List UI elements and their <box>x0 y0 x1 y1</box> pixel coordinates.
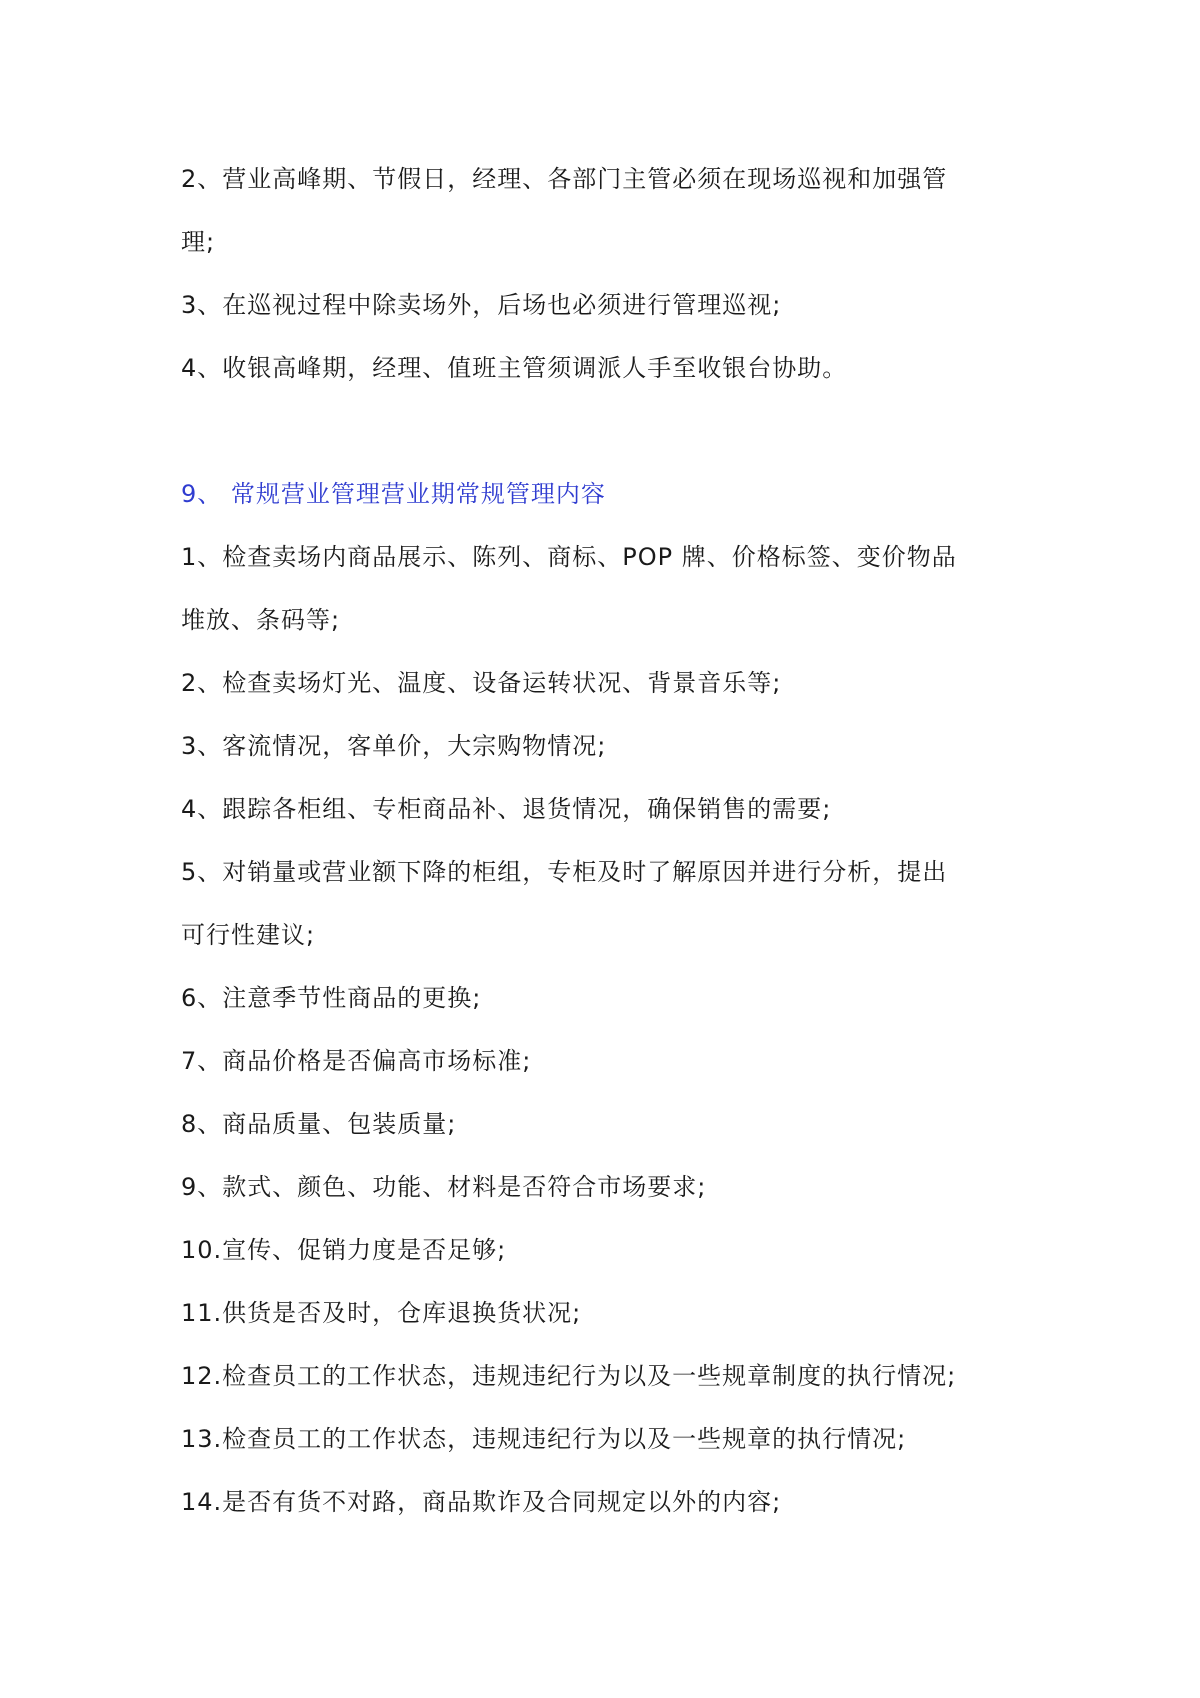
section-line: 2、检查卖场灯光、温度、设备运转状况、背景音乐等; <box>181 669 782 697</box>
section-line: 14.是否有货不对路，商品欺诈及合同规定以外的内容; <box>181 1488 782 1516</box>
section-line: 11.供货是否及时，仓库退换货状况; <box>181 1299 582 1327</box>
section-heading: 9、 常规营业管理营业期常规管理内容 <box>181 480 606 508</box>
paragraph-gap <box>181 407 1031 470</box>
section-line: 堆放、条码等; <box>181 606 341 634</box>
section-line: 10.宣传、促销力度是否足够; <box>181 1236 507 1264</box>
intro-line: 理; <box>181 228 216 256</box>
section-line: 13.检查员工的工作状态，违规违纪行为以及一些规章的执行情况; <box>181 1425 907 1453</box>
section-line: 5、对销量或营业额下降的柜组，专柜及时了解原因并进行分析，提出 <box>181 858 948 886</box>
intro-line: 4、收银高峰期，经理、值班主管须调派人手至收银台协助。 <box>181 354 848 382</box>
section-line: 9、款式、颜色、功能、材料是否符合市场要求; <box>181 1173 707 1201</box>
section-line: 4、跟踪各柜组、专柜商品补、退货情况，确保销售的需要; <box>181 795 832 823</box>
section-line: 可行性建议; <box>181 921 316 949</box>
section-line: 1、检查卖场内商品展示、陈列、商标、POP 牌、价格标签、变价物品 <box>181 543 957 571</box>
section-line: 3、客流情况，客单价，大宗购物情况; <box>181 732 607 760</box>
document-body <box>181 155 1031 1541</box>
section-line: 6、注意季节性商品的更换; <box>181 984 482 1012</box>
section-line: 8、商品质量、包装质量; <box>181 1110 457 1138</box>
section-line: 12.检查员工的工作状态，违规违纪行为以及一些规章制度的执行情况; <box>181 1362 957 1390</box>
intro-line: 2、营业高峰期、节假日，经理、各部门主管必须在现场巡视和加强管 <box>181 165 948 193</box>
section-line: 7、商品价格是否偏高市场标准; <box>181 1047 532 1075</box>
intro-line: 3、在巡视过程中除卖场外，后场也必须进行管理巡视; <box>181 291 782 319</box>
